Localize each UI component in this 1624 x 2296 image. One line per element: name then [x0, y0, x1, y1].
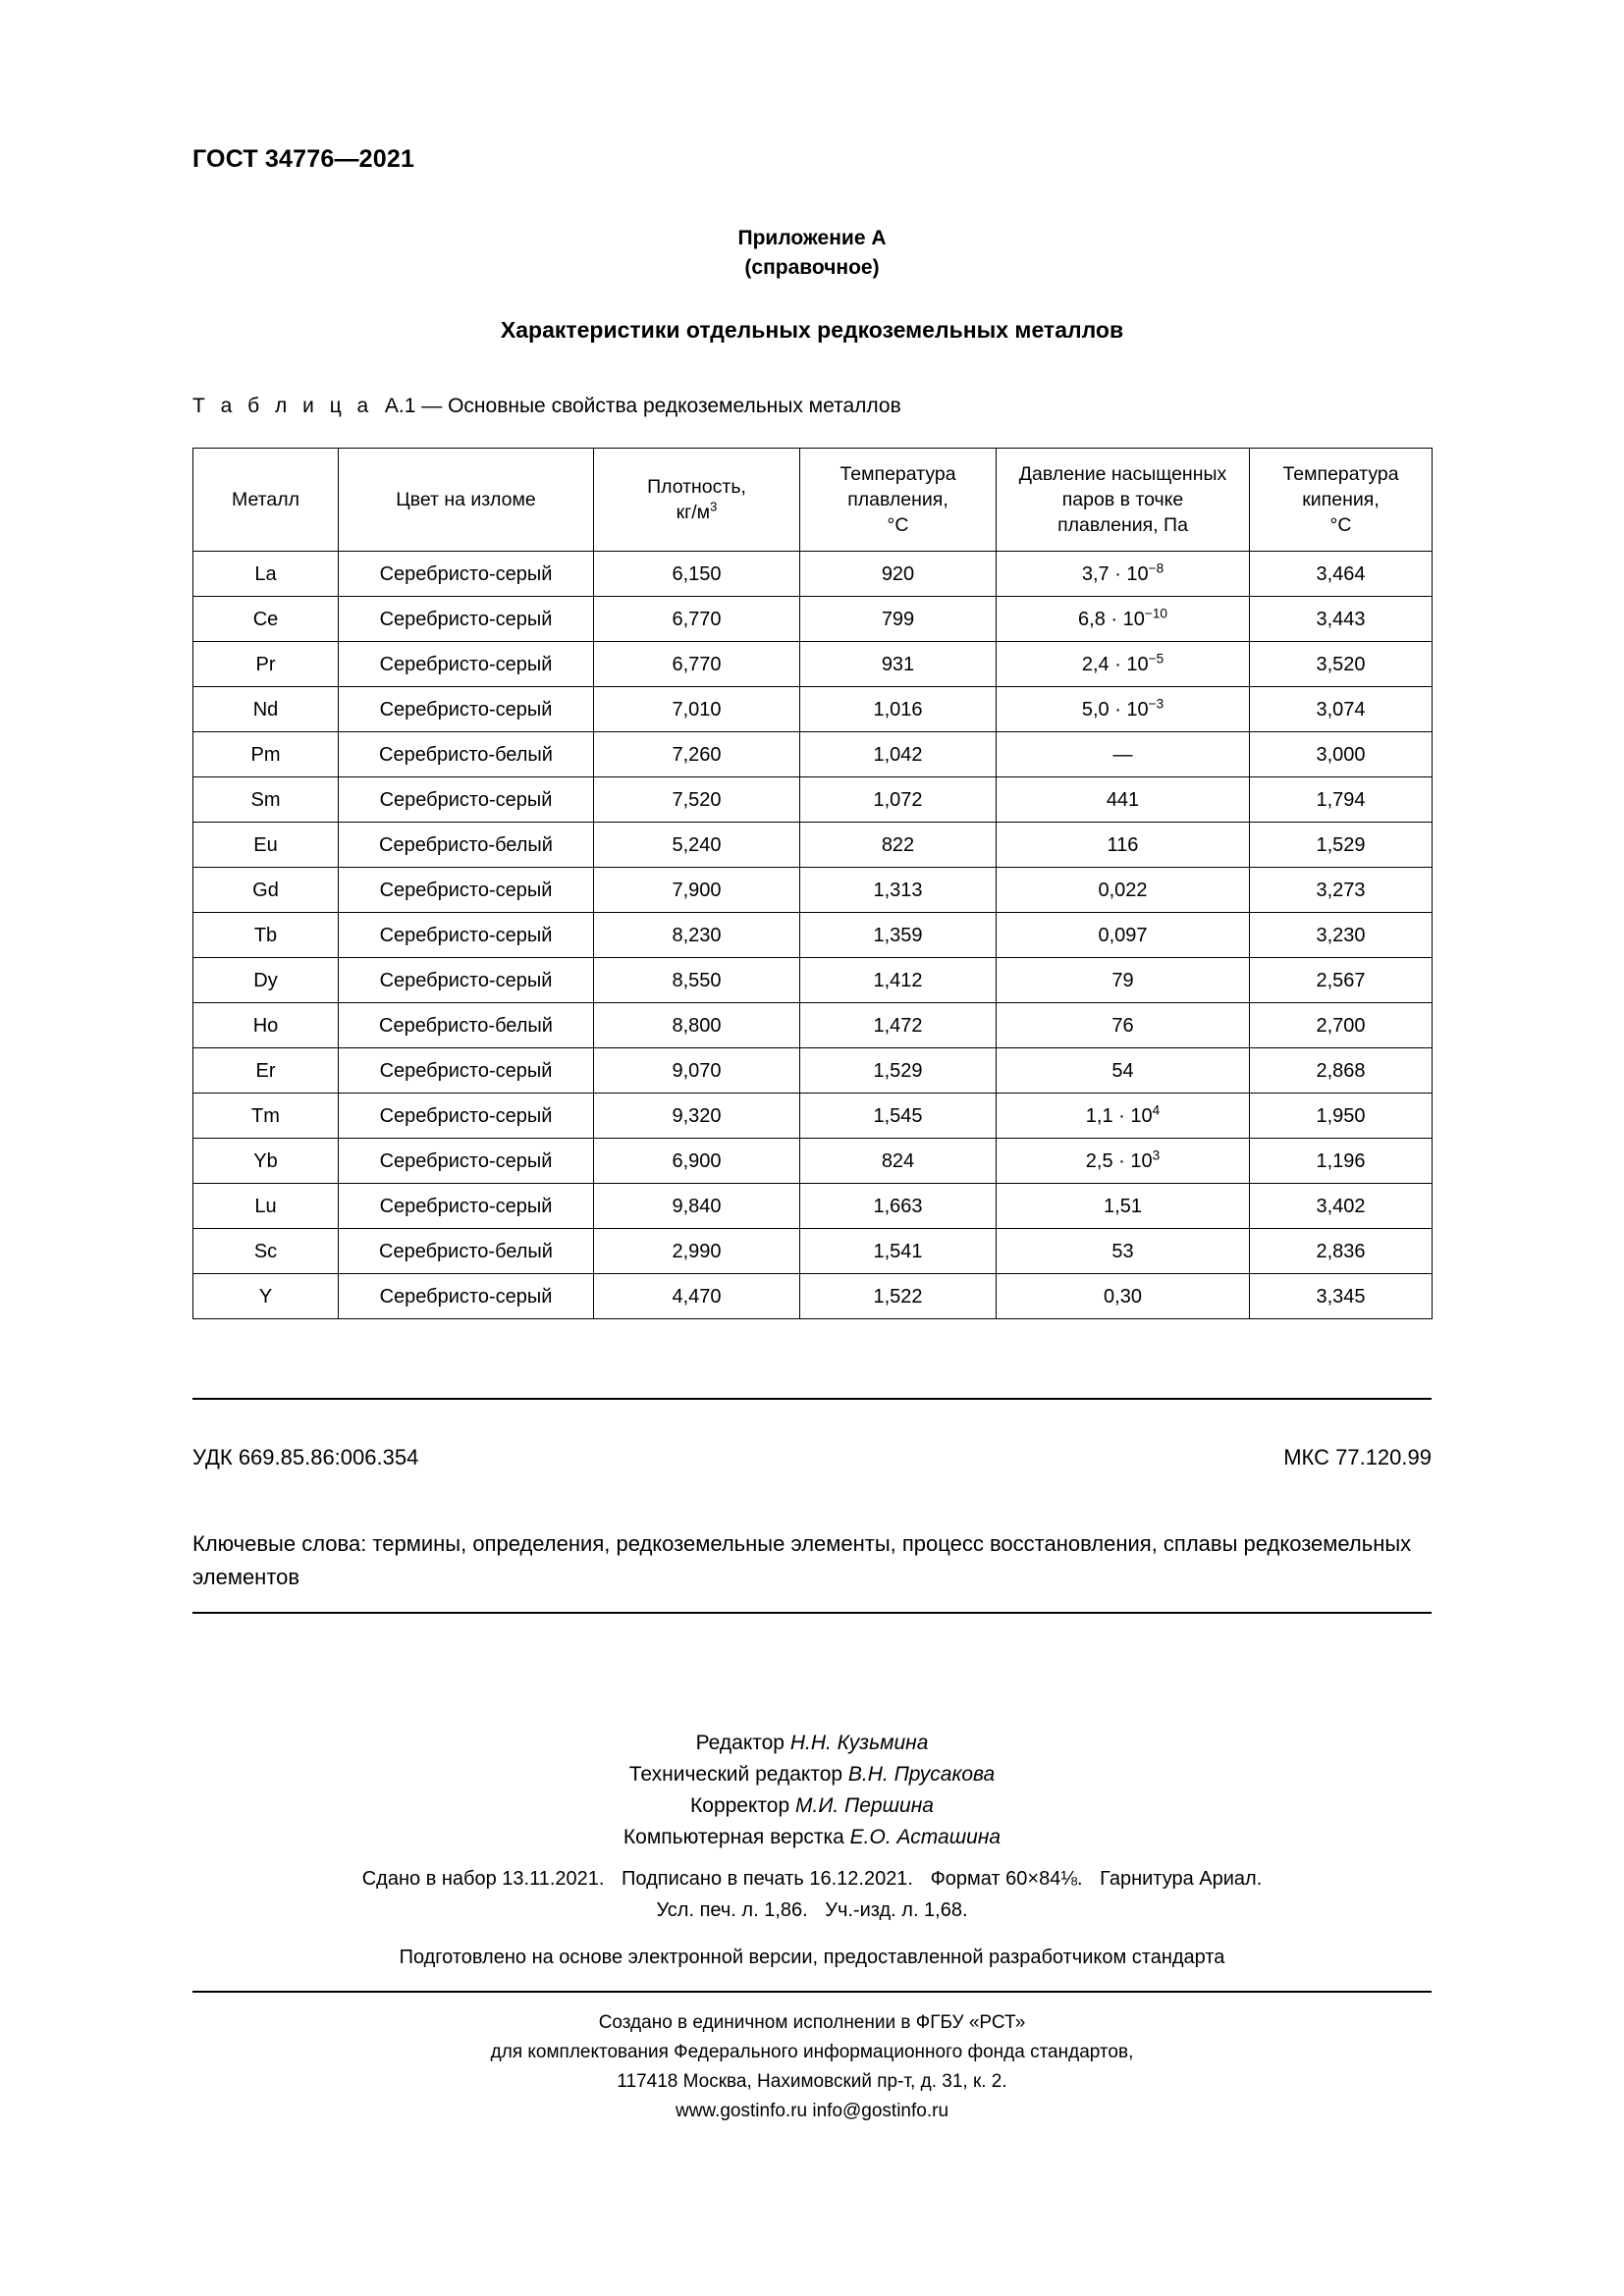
cell-density: 2,990 — [594, 1229, 800, 1274]
column-header-boiling-line3: °С — [1329, 514, 1352, 536]
table-caption-text: А.1 — Основные свойства редкоземельных металлов — [384, 395, 901, 417]
cell-metal: Eu — [193, 823, 339, 868]
colophon-credits — [192, 1728, 1432, 1853]
cell-melting-point: 822 — [800, 823, 997, 868]
cell-density: 6,900 — [594, 1139, 800, 1184]
cell-color: Серебристо-белый — [339, 1229, 594, 1274]
vapor-pressure-exponent: −3 — [1148, 695, 1164, 711]
credit-layout-label: Компьютерная верстка — [623, 1826, 844, 1848]
table-row — [193, 868, 1433, 913]
cell-density: 6,770 — [594, 597, 800, 642]
vapor-pressure-mantissa: 6,8 · 10 — [1078, 608, 1145, 630]
credit-proofreader-name: М.И. Першина — [795, 1794, 934, 1817]
cell-boiling-point: 3,273 — [1250, 868, 1433, 913]
credit-layout-name: Е.О. Асташина — [849, 1826, 1001, 1848]
column-header-color: Цвет на изломе — [339, 449, 594, 552]
column-header-pressure-line2: паров в точке — [1061, 489, 1184, 510]
cell-metal: Tm — [193, 1094, 339, 1139]
table-caption — [192, 395, 901, 418]
cell-boiling-point: 3,074 — [1250, 687, 1433, 732]
cell-color: Серебристо-серый — [339, 552, 594, 597]
cell-color: Серебристо-серый — [339, 958, 594, 1003]
vapor-pressure-exponent: 4 — [1152, 1101, 1161, 1117]
cell-metal: Tb — [193, 913, 339, 958]
vapor-pressure-mantissa: 5,0 · 10 — [1081, 698, 1149, 721]
cell-metal: Sc — [193, 1229, 339, 1274]
cell-vapor-pressure: 116 — [997, 823, 1250, 868]
publisher-line-2: для комплектования Федерального информационного фонда стандартов, — [490, 2042, 1134, 2062]
cell-melting-point: 1,522 — [800, 1274, 997, 1319]
cell-metal: Ce — [193, 597, 339, 642]
print-typeface: Гарнитура Ариал. — [1100, 1868, 1263, 1890]
cell-boiling-point: 1,196 — [1250, 1139, 1433, 1184]
divider-above-udk — [192, 1398, 1432, 1400]
cell-color: Серебристо-серый — [339, 597, 594, 642]
cell-color: Серебристо-серый — [339, 1048, 594, 1094]
vapor-pressure-exponent: −5 — [1148, 650, 1164, 666]
cell-boiling-point: 3,464 — [1250, 552, 1433, 597]
cell-metal: Nd — [193, 687, 339, 732]
cell-vapor-pressure: — — [997, 732, 1250, 777]
cell-melting-point: 799 — [800, 597, 997, 642]
credit-proofreader-label: Корректор — [690, 1794, 790, 1817]
cell-boiling-point: 2,868 — [1250, 1048, 1433, 1094]
vapor-pressure-mantissa: 3,7 · 10 — [1081, 562, 1149, 585]
cell-color: Серебристо-белый — [339, 823, 594, 868]
cell-density: 6,770 — [594, 642, 800, 687]
vapor-pressure-exponent: −10 — [1144, 605, 1167, 620]
cell-vapor-pressure: 76 — [997, 1003, 1250, 1048]
print-sheets-publishing: Уч.-изд. л. 1,68. — [825, 1899, 968, 1921]
vapor-pressure-exponent: −8 — [1148, 560, 1164, 575]
table-row — [193, 1139, 1433, 1184]
cell-metal: Yb — [193, 1139, 339, 1184]
table-row — [193, 1184, 1433, 1229]
cell-vapor-pressure — [997, 552, 1250, 597]
cell-vapor-pressure: 0,097 — [997, 913, 1250, 958]
table-head — [193, 449, 1433, 552]
prepared-note: Подготовлено на основе электронной версии, предоставленной разработчиком стандарта — [399, 1947, 1225, 1968]
credit-editor — [192, 1728, 1432, 1759]
classifier-row — [192, 1445, 1432, 1470]
table-row — [193, 823, 1433, 868]
cell-metal: Pm — [193, 732, 339, 777]
vapor-pressure-mantissa: 1,1 · 10 — [1085, 1104, 1153, 1127]
column-header-boiling-line2: кипения, — [1302, 489, 1380, 510]
cell-melting-point: 1,541 — [800, 1229, 997, 1274]
credit-proofreader — [192, 1790, 1432, 1822]
column-header-metal: Металл — [193, 449, 339, 552]
table-row — [193, 1274, 1433, 1319]
cell-vapor-pressure — [997, 687, 1250, 732]
cell-vapor-pressure: 0,022 — [997, 868, 1250, 913]
table-row — [193, 1094, 1433, 1139]
cell-color: Серебристо-серый — [339, 913, 594, 958]
cell-boiling-point: 3,230 — [1250, 913, 1433, 958]
cell-color: Серебристо-серый — [339, 1274, 594, 1319]
cell-density: 8,800 — [594, 1003, 800, 1048]
table-row — [193, 913, 1433, 958]
column-header-boiling — [1250, 449, 1433, 552]
table-row — [193, 687, 1433, 732]
density-unit-exponent: 3 — [710, 499, 718, 514]
table-row — [193, 777, 1433, 823]
table-row — [193, 958, 1433, 1003]
udk-code: УДК 669.85.86:006.354 — [192, 1445, 419, 1469]
table-row — [193, 552, 1433, 597]
publisher-website[interactable]: www.gostinfo.ru — [675, 2101, 808, 2121]
publisher-email[interactable]: info@gostinfo.ru — [812, 2101, 949, 2121]
cell-density: 6,150 — [594, 552, 800, 597]
appendix-title: Характеристики отдельных редкоземельных металлов — [500, 317, 1124, 343]
table-row — [193, 1048, 1433, 1094]
column-header-density-line2: $кг/м^3$ — [676, 499, 718, 523]
credit-technical-editor — [192, 1759, 1432, 1790]
table-row — [193, 732, 1433, 777]
publisher-line-1: Создано в единичном исполнении в ФГБУ «РСТ» — [598, 2012, 1026, 2033]
cell-metal: Y — [193, 1274, 339, 1319]
cell-density: 7,520 — [594, 777, 800, 823]
cell-boiling-point: 1,529 — [1250, 823, 1433, 868]
cell-vapor-pressure — [997, 642, 1250, 687]
cell-boiling-point: 2,836 — [1250, 1229, 1433, 1274]
appendix-kind: (справочное) — [744, 256, 880, 279]
appendix-heading — [192, 224, 1432, 283]
cell-metal: Sm — [193, 777, 339, 823]
column-header-melting-line1: Температура — [839, 463, 956, 485]
column-header-melting-line3: °С — [887, 514, 909, 536]
table-row — [193, 1229, 1433, 1274]
cell-density: 5,240 — [594, 823, 800, 868]
cell-melting-point: 920 — [800, 552, 997, 597]
column-header-melting — [800, 449, 997, 552]
cell-metal: Pr — [193, 642, 339, 687]
column-header-density-line1: Плотность, — [647, 476, 746, 498]
cell-melting-point: 931 — [800, 642, 997, 687]
cell-color: Серебристо-серый — [339, 777, 594, 823]
cell-metal: La — [193, 552, 339, 597]
divider-above-publisher — [192, 1991, 1432, 1993]
cell-density: 9,320 — [594, 1094, 800, 1139]
divider-below-keywords — [192, 1612, 1432, 1614]
cell-boiling-point: 1,950 — [1250, 1094, 1433, 1139]
credit-technical-editor-name: В.Н. Прусакова — [847, 1763, 996, 1786]
cell-vapor-pressure: 441 — [997, 777, 1250, 823]
keywords-paragraph: Ключевые слова: термины, определения, редкоземельные элементы, процесс восстановления, сплавы редкоземельных элементов — [192, 1531, 1412, 1589]
cell-density: 7,900 — [594, 868, 800, 913]
cell-color: Серебристо-серый — [339, 642, 594, 687]
print-data-line-1 — [192, 1863, 1432, 1895]
column-header-melting-line2: плавления, — [847, 489, 948, 510]
cell-melting-point: 1,412 — [800, 958, 997, 1003]
cell-density: 7,010 — [594, 687, 800, 732]
credit-technical-editor-label: Технический редактор — [628, 1763, 843, 1786]
cell-melting-point: 824 — [800, 1139, 997, 1184]
cell-melting-point: 1,472 — [800, 1003, 997, 1048]
cell-boiling-point: 3,443 — [1250, 597, 1433, 642]
credit-layout — [192, 1822, 1432, 1853]
table-row — [193, 597, 1433, 642]
cell-color: Серебристо-серый — [339, 1139, 594, 1184]
cell-boiling-point: 3,000 — [1250, 732, 1433, 777]
cell-density: 9,840 — [594, 1184, 800, 1229]
cell-color: Серебристо-белый — [339, 732, 594, 777]
cell-vapor-pressure — [997, 1139, 1250, 1184]
cell-boiling-point: 1,794 — [1250, 777, 1433, 823]
cell-vapor-pressure: 79 — [997, 958, 1250, 1003]
cell-melting-point: 1,072 — [800, 777, 997, 823]
print-submitted-date: Сдано в набор 13.11.2021. — [361, 1868, 605, 1890]
publisher-contacts — [192, 2097, 1432, 2126]
cell-color: Серебристо-серый — [339, 1094, 594, 1139]
column-header-pressure-line1: Давление насыщенных — [1018, 463, 1227, 485]
column-header-boiling-line1: Температура — [1282, 463, 1399, 485]
appendix-label: Приложение А — [737, 227, 887, 249]
cell-vapor-pressure: 1,51 — [997, 1184, 1250, 1229]
properties-table-wrapper — [192, 448, 1432, 1319]
column-header-pressure-line3: плавления, Па — [1057, 514, 1188, 536]
cell-density: 9,070 — [594, 1048, 800, 1094]
table-row — [193, 1003, 1433, 1048]
cell-metal: Lu — [193, 1184, 339, 1229]
cell-boiling-point: 2,567 — [1250, 958, 1433, 1003]
cell-melting-point: 1,663 — [800, 1184, 997, 1229]
table-body — [193, 552, 1433, 1319]
print-production-data — [192, 1863, 1432, 1926]
cell-metal: Dy — [193, 958, 339, 1003]
column-header-vapor-pressure — [997, 449, 1250, 552]
publisher-address: 117418 Москва, Нахимовский пр-т, д. 31, к. 2. — [617, 2071, 1007, 2092]
print-data-line-2 — [192, 1895, 1432, 1926]
cell-melting-point: 1,313 — [800, 868, 997, 913]
credit-editor-label: Редактор — [695, 1732, 785, 1754]
cell-vapor-pressure: 0,30 — [997, 1274, 1250, 1319]
cell-metal: Gd — [193, 868, 339, 913]
vapor-pressure-mantissa: 2,4 · 10 — [1081, 653, 1149, 675]
publisher-block — [192, 2008, 1432, 2126]
cell-melting-point: 1,359 — [800, 913, 997, 958]
cell-vapor-pressure: 53 — [997, 1229, 1250, 1274]
vapor-pressure-mantissa: 2,5 · 10 — [1085, 1149, 1153, 1172]
running-header-standard-number: ГОСТ 34776—2021 — [192, 145, 415, 173]
mks-code: МКС 77.120.99 — [1283, 1445, 1432, 1469]
cell-vapor-pressure — [997, 1094, 1250, 1139]
cell-boiling-point: 3,345 — [1250, 1274, 1433, 1319]
cell-vapor-pressure — [997, 597, 1250, 642]
cell-color: Серебристо-белый — [339, 1003, 594, 1048]
print-signed-date: Подписано в печать 16.12.2021. — [622, 1868, 913, 1890]
table-row — [193, 642, 1433, 687]
cell-metal: Ho — [193, 1003, 339, 1048]
cell-melting-point: 1,016 — [800, 687, 997, 732]
cell-density: 4,470 — [594, 1274, 800, 1319]
cell-density: 8,230 — [594, 913, 800, 958]
cell-melting-point: 1,545 — [800, 1094, 997, 1139]
print-sheets-conditional: Усл. печ. л. 1,86. — [656, 1899, 808, 1921]
table-header-row — [193, 449, 1433, 552]
cell-boiling-point: 3,520 — [1250, 642, 1433, 687]
cell-density: 7,260 — [594, 732, 800, 777]
cell-density: 8,550 — [594, 958, 800, 1003]
credit-editor-name: Н.Н. Кузьмина — [789, 1732, 929, 1754]
cell-boiling-point: 2,700 — [1250, 1003, 1433, 1048]
cell-color: Серебристо-серый — [339, 868, 594, 913]
cell-vapor-pressure: 54 — [997, 1048, 1250, 1094]
print-format: Формат 60×84⅛. — [930, 1868, 1083, 1890]
properties-table — [192, 448, 1433, 1319]
table-caption-lead: Т а б л и ц а — [192, 395, 374, 417]
column-header-density — [594, 449, 800, 552]
cell-melting-point: 1,042 — [800, 732, 997, 777]
cell-metal: Er — [193, 1048, 339, 1094]
cell-color: Серебристо-серый — [339, 1184, 594, 1229]
cell-color: Серебристо-серый — [339, 687, 594, 732]
cell-boiling-point: 3,402 — [1250, 1184, 1433, 1229]
vapor-pressure-exponent: 3 — [1152, 1147, 1161, 1162]
cell-melting-point: 1,529 — [800, 1048, 997, 1094]
